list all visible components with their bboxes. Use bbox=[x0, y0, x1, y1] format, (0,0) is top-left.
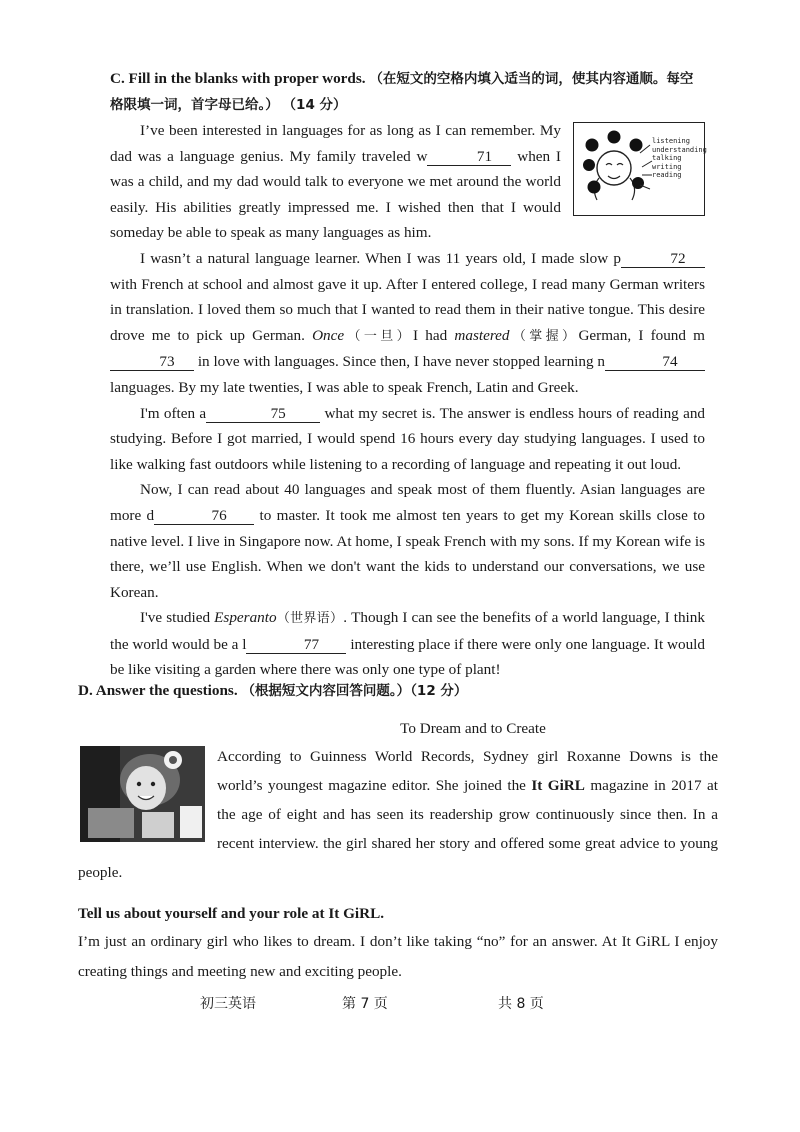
story-text: According to Guinness World Records, Sydney girl Roxanne Downs is the world’s youngest magazine editor. She joined the bbox=[217, 748, 718, 794]
answer-blank-72[interactable]: 72 bbox=[621, 250, 705, 268]
interview-question: Tell us about yourself and your role at It GiRL. bbox=[78, 905, 385, 922]
answer-blank-71[interactable]: 71 bbox=[427, 148, 511, 166]
paragraph-text: to master. It took me almost ten years to get my Korean skills close to native level. I live in Singapore now. At home, I speak French with my sons. If my Korean wife is there, we’ll use English. When we don't want the kids to understand our conversations, we use Korean. bbox=[110, 506, 705, 601]
italic-word-once: Once bbox=[312, 326, 345, 344]
paragraph-text: what my secret is. The answer is endless hours of reading and studying. Before I got married, I would spend 16 hours every day studying languages. I used to like walking fast outdoors while listening to a recording of language and repeating it out loud. bbox=[110, 404, 706, 473]
skill-word: listening bbox=[652, 137, 690, 145]
footer-total-pages: 共 8 页 bbox=[498, 996, 544, 1012]
paragraph-text: I've studied bbox=[140, 609, 215, 627]
paragraph-text: I’ve been interested in languages for as long as I can remember. My dad was a language genius. My family traveled w bbox=[110, 122, 561, 165]
paragraph-5 bbox=[110, 605, 705, 683]
story-text: magazine in 2017 at the age of eight and has seen its readership grow continuously since then. In a recent interview. the girl shared her story and offered some great advice to young people. bbox=[78, 777, 718, 881]
section-d-points: （12 分） bbox=[410, 683, 468, 699]
language-skills-illustration bbox=[573, 122, 705, 216]
answer-blank-74[interactable]: 74 bbox=[605, 353, 705, 371]
section-d-heading-zh: （根据短文内容回答问题。） bbox=[241, 683, 411, 699]
section-d-heading bbox=[78, 678, 718, 704]
paragraph-text: interesting place if there were only one language. It would be like visiting a garden where there was only one type of plant! bbox=[110, 635, 705, 679]
paragraph-3 bbox=[110, 401, 705, 478]
skill-word: writing bbox=[652, 162, 682, 171]
footer-subject: 初三英语 bbox=[200, 996, 256, 1012]
brand-name: It GiRL bbox=[531, 777, 585, 794]
girl-photo bbox=[80, 746, 205, 842]
girl-photo-drawing bbox=[80, 746, 205, 842]
section-c bbox=[110, 66, 705, 683]
skill-word: talking bbox=[652, 154, 682, 162]
paragraph-text: I wasn’t a natural language learner. When I was 11 years old, I made slow p bbox=[140, 249, 621, 267]
answer-blank-77[interactable]: 77 bbox=[246, 636, 346, 654]
paragraph-text: in love with languages. Since then, I have never stopped learning n bbox=[194, 353, 605, 371]
gloss-zh: （一旦） bbox=[344, 328, 414, 344]
answer-blank-73[interactable]: 73 bbox=[110, 353, 194, 371]
italic-word-mastered: mastered bbox=[454, 326, 510, 344]
paragraph-text: Now, I can read about 40 languages and speak most of them fluently. Asian languages are more d bbox=[110, 481, 705, 524]
paragraph-4 bbox=[110, 477, 705, 605]
interview-answer: I’m just an ordinary girl who likes to dream. I don’t like taking “no” for an answer. At It GiRL I enjoy creating things and meeting new and exciting people. bbox=[78, 933, 718, 980]
story-intro bbox=[78, 742, 718, 887]
paragraph-text: with French at school and almost gave it up. After I entered college, I read many German writers in translation. I loved them so much that I wanted to read them in their native tongue. This desire drove me to pick up German. bbox=[110, 275, 705, 344]
paragraph-text: German, I found m bbox=[578, 326, 705, 344]
section-d-heading-en: D. Answer the questions. bbox=[78, 682, 238, 699]
gloss-zh: （掌握） bbox=[509, 328, 579, 344]
paragraph-text: I'm often a bbox=[140, 404, 207, 422]
skill-word: understanding bbox=[652, 145, 707, 154]
italic-word-esperanto: Esperanto bbox=[214, 609, 277, 627]
section-d bbox=[78, 678, 718, 987]
story-title: To Dream and to Create bbox=[400, 720, 546, 737]
section-c-points: （14 分） bbox=[282, 97, 347, 113]
paragraph-text: I had bbox=[413, 326, 455, 344]
paragraph-2 bbox=[110, 246, 705, 401]
answer-blank-75[interactable]: 75 bbox=[206, 405, 320, 423]
gloss-zh: （世界语） bbox=[276, 611, 344, 627]
section-c-heading bbox=[110, 66, 705, 118]
paragraph-text: when I was a child, and my dad would talk to everyone we met around the world easily. His abilities greatly impressed me. I wished then that I would someday be able to speak as many languages as him. bbox=[110, 147, 561, 242]
answer-blank-76[interactable]: 76 bbox=[154, 507, 254, 525]
skill-word-list bbox=[652, 137, 707, 180]
skill-word: reading bbox=[652, 171, 682, 179]
paragraph-text: languages. By my late twenties, I was able to speak French, Latin and Greek. bbox=[110, 378, 579, 396]
section-c-heading-zh: （在短文的空格内填入适当的词，使其内容通顺。每空格限填一词，首字母已给。） bbox=[110, 71, 694, 113]
paragraph-text: . Though I can see the benefits of a world language, I think the world would be a l bbox=[110, 609, 705, 653]
footer-page-number: 第 7 页 bbox=[342, 996, 388, 1012]
section-c-heading-en: C. Fill in the blanks with proper words. bbox=[110, 70, 366, 87]
